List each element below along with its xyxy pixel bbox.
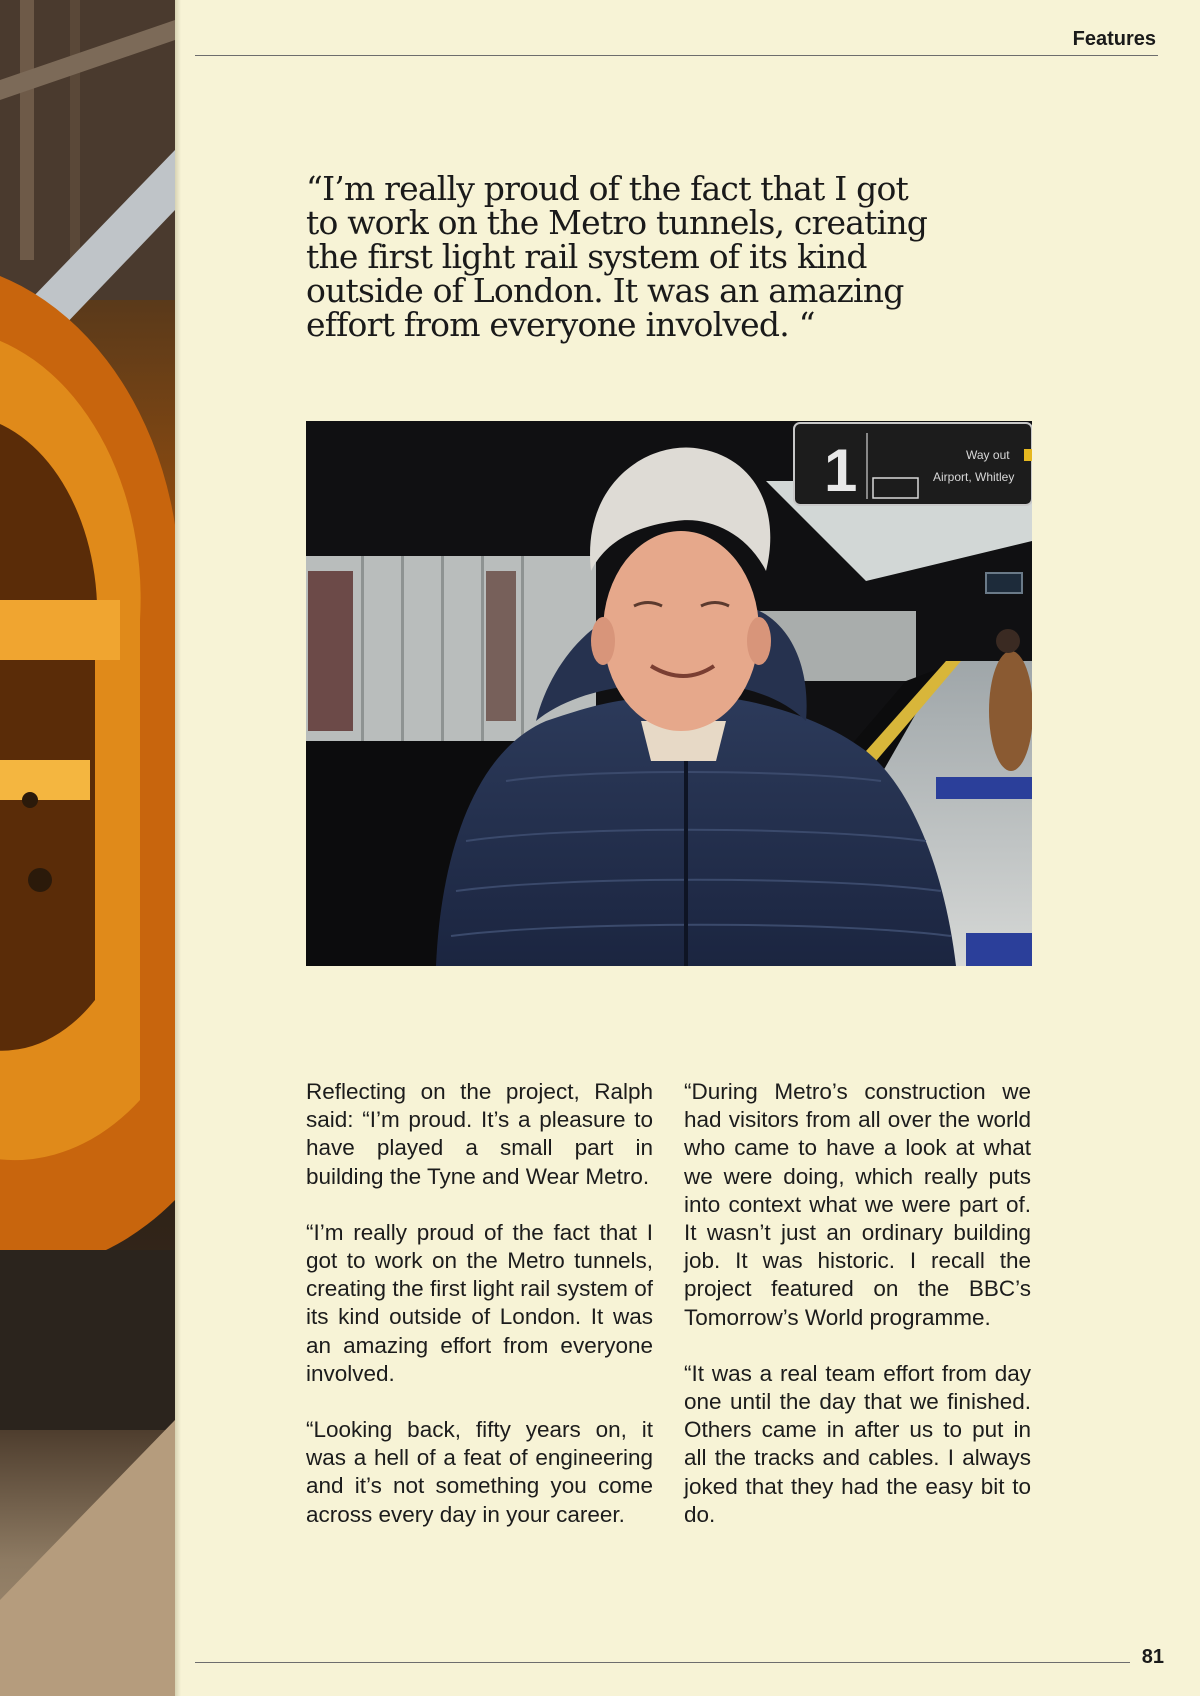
header-rule [195,55,1158,56]
body-paragraph: “During Metro’s construction we had visitors from all over the world who came to have a look at what we were doing, which really puts into context what we were part of. It wasn’t just an ordinary building job. It was historic. I recall the project featured on the BBC’s Tomorrow’s World programme. [684,1079,1031,1330]
platform-sign-destinations: Airport, Whitley [933,470,1015,484]
page-number: 81 [1141,1646,1164,1668]
section-label: Features [1072,28,1156,50]
body-paragraph: “It was a real team effort from day one until the day that we finished. Others came in after us to put in all the tracks and cables. I always joked that they had the easy bit to do. [684,1360,1031,1527]
platform-sign-way-out: Way out [966,448,1010,462]
page-gutter-shadow [175,0,181,1696]
body-paragraph: “I’m really proud of the fact that I got to work on the Metro tunnels, creating the first light rail system of its kind outside of London. It was an amazing effort from everyone involved. [306,1219,653,1386]
body-column-left [306,1078,653,1557]
body-paragraph: Reflecting on the project, Ralph said: “I’m proud. It’s a pleasure to have played a small part in building the Tyne and Wear Metro. [306,1079,653,1189]
body-paragraph: “Looking back, fifty years on, it was a hell of a feat of engineering and it’s not something you come across every day in your career. [306,1417,653,1527]
portrait-photo [306,421,1032,966]
pull-quote: “I’m really proud of the fact that I got to work on the Metro tunnels, creating the first light rail system of its kind outside of London. It was an amazing effort from everyone involved. “ [306,169,928,344]
platform-number: 1 [824,437,858,504]
body-column-right [684,1078,1031,1557]
tunnel-machine-photo [0,0,175,1696]
footer-rule [195,1662,1130,1663]
